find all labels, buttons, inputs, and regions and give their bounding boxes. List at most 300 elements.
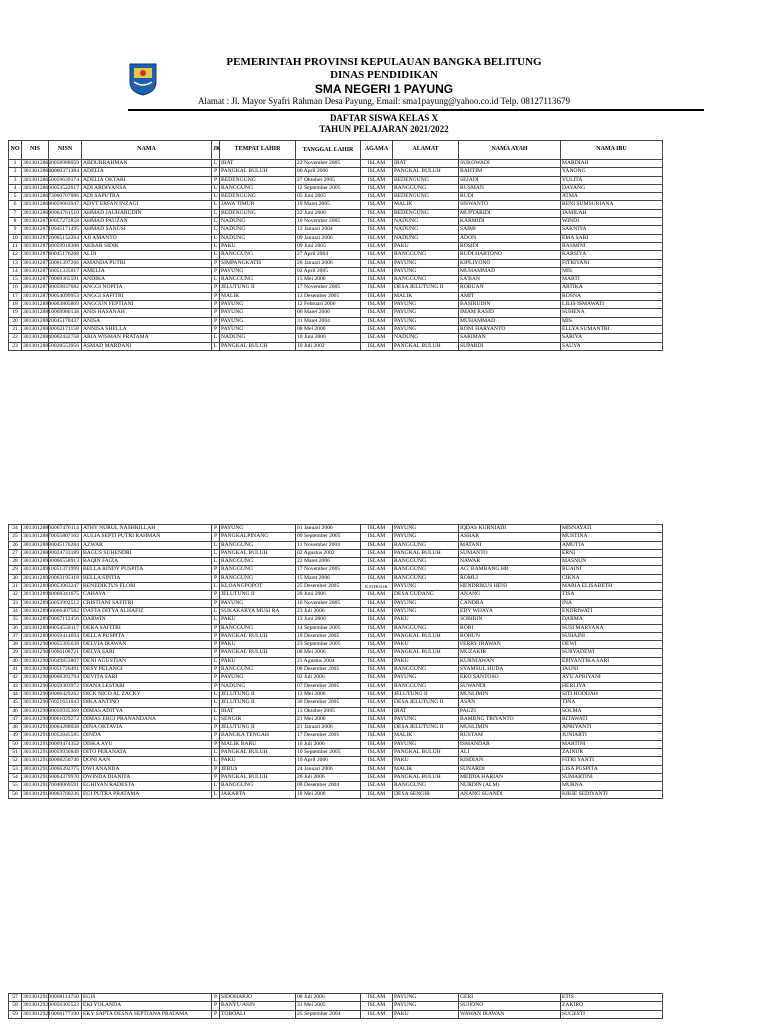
table-cell: 0069365591 xyxy=(49,276,82,284)
table-cell: ISLAM xyxy=(361,690,393,698)
table-row xyxy=(9,690,663,698)
table-cell: BAHTIM xyxy=(459,168,561,176)
table-cell: L xyxy=(212,782,220,790)
table-cell: 3013012898 xyxy=(23,624,51,631)
table-cell: 17 November 2005 xyxy=(296,566,361,574)
table-cell: PAYUNG xyxy=(220,267,296,275)
table-cell: 0060371384 xyxy=(49,168,82,176)
table-cell: 4 xyxy=(9,184,22,192)
table-row xyxy=(9,342,663,350)
table-cell: 2 xyxy=(9,168,22,176)
column-header: NAMA IBU xyxy=(561,141,663,160)
table-cell: P xyxy=(212,732,220,740)
table-cell: DWI ANANDA xyxy=(82,765,212,773)
table-cell: 08 Desember 2005 xyxy=(296,666,361,674)
table-row xyxy=(9,259,663,267)
table-cell: 44 xyxy=(9,690,22,698)
table-cell: ISLAM xyxy=(361,251,393,259)
table-cell: ISLAM xyxy=(361,276,393,284)
table-cell: PANGKAL BULUH xyxy=(393,632,459,640)
table-cell: 0059936849 xyxy=(49,749,82,757)
table-cell: ROBI xyxy=(459,624,561,632)
table-cell: 0064761510 xyxy=(49,209,82,217)
table-row xyxy=(9,649,663,657)
table-cell: ISMANDAR xyxy=(459,740,561,748)
table-row xyxy=(9,740,663,748)
table-cell: DIMAS ADITYA xyxy=(82,707,212,715)
table-cell: L xyxy=(212,541,220,549)
table-cell: 06 Maret 2006 xyxy=(296,309,361,317)
table-cell: ARIA WISMAN PRATAMA xyxy=(82,334,212,342)
table-cell: 3013012896 xyxy=(23,607,51,614)
table-cell: 34 xyxy=(9,607,22,615)
table-cell: MUHAMMAD xyxy=(459,317,561,325)
table-cell: RANGGUNG xyxy=(393,782,459,790)
table-cell: P xyxy=(212,624,220,632)
table-cell: 25 September 2004 xyxy=(296,1010,361,1018)
table-cell: ISLAM xyxy=(361,724,393,732)
table-cell: 13 Januari 2004 xyxy=(296,226,361,234)
table-cell: 13 Oktober 2005 xyxy=(296,707,361,715)
table-cell: 21 xyxy=(9,325,22,333)
table-cell: FITRI YANTI xyxy=(561,757,663,765)
table-cell: 13 Mei 2006 xyxy=(296,690,361,698)
table-cell: BEDENGUNG xyxy=(220,176,296,184)
table-cell: ISLAM xyxy=(361,749,393,757)
table-cell: 0061029272 xyxy=(49,715,82,723)
table-cell: IRAT xyxy=(393,707,459,715)
table-cell: ISLAM xyxy=(361,732,393,740)
table-cell: PANGKAL BULUH xyxy=(393,649,459,657)
table-cell: AJI AMANTO xyxy=(82,234,212,242)
table-cell: SUKOWADI xyxy=(459,160,561,168)
table-row xyxy=(9,707,663,715)
table-row xyxy=(9,749,663,757)
table-row xyxy=(9,276,663,284)
table-cell: 58 xyxy=(9,1002,22,1010)
table-cell: 0053963247 xyxy=(49,583,82,591)
table-cell: PAKU xyxy=(393,616,459,624)
table-row xyxy=(9,782,663,790)
table-row xyxy=(9,1010,663,1018)
table-cell: DARWIN xyxy=(82,616,212,624)
table-cell: AYU APRIYANI xyxy=(561,674,663,682)
table-cell: PANGKAL BULUH xyxy=(220,632,296,640)
table-cell: ISLAM xyxy=(361,674,393,682)
table-cell: 3013012918 xyxy=(23,790,51,797)
table-cell: BANGKA TENGAH xyxy=(220,732,296,740)
table-cell: 3013012863 xyxy=(23,160,51,166)
table-cell: 06 April 2006 xyxy=(296,168,361,176)
table-cell: ISLAM xyxy=(361,699,393,707)
table-cell: ISLAM xyxy=(361,226,393,234)
table-row xyxy=(9,209,663,217)
table-cell: EKI YOLANDA xyxy=(82,1002,212,1010)
table-cell: P xyxy=(212,994,220,1002)
table-cell: 0059837682 xyxy=(49,284,82,292)
table-cell: DARMA xyxy=(561,616,663,624)
table-cell: SUGESTI xyxy=(561,1010,663,1018)
table-cell: 3013012899 xyxy=(23,632,51,639)
table-cell: INA xyxy=(561,599,663,607)
table-cell: 0055395638 xyxy=(49,641,82,649)
table-cell: 3013012876 xyxy=(23,267,51,274)
table-cell: MUZAKIR xyxy=(459,649,561,657)
table-cell: MALIK xyxy=(393,765,459,773)
table-cell: ROSNA xyxy=(561,292,663,300)
table-cell: SENGIR xyxy=(220,715,296,723)
table-cell: 26 Juli 2006 xyxy=(296,773,361,781)
table-cell: PANGKAL BULUH xyxy=(220,549,296,557)
table-row xyxy=(9,724,663,732)
table-cell: SUNARDI xyxy=(459,765,561,773)
table-cell: ISLAM xyxy=(361,284,393,292)
table-cell: 3013012906 xyxy=(23,690,51,697)
table-cell: PAYUNG xyxy=(393,317,459,325)
table-cell: 3013012901 xyxy=(23,649,51,656)
table-cell: MUHAMMAD xyxy=(459,267,561,275)
table-cell: 28 xyxy=(9,558,22,566)
table-cell: RANGGUNG xyxy=(220,541,296,549)
table-cell: 11 xyxy=(9,242,22,250)
table-cell: CANDRA xyxy=(459,599,561,607)
table-cell: ASAN xyxy=(459,699,561,707)
table-cell: PAYUNG xyxy=(393,301,459,309)
table-cell: SUJIONO xyxy=(459,1002,561,1010)
table-cell: ANDIKA xyxy=(82,276,212,284)
table-cell: 3013012866 xyxy=(23,184,51,191)
table-cell: RANGGUNG xyxy=(393,541,459,549)
table-cell: 30 xyxy=(9,574,22,582)
table-cell: 47 xyxy=(9,715,22,723)
table-row xyxy=(9,566,663,574)
table-cell: RUDI HARTONO xyxy=(459,251,561,259)
table-cell: L xyxy=(212,184,220,192)
student-table-page-2 xyxy=(8,524,663,799)
table-row xyxy=(9,641,663,649)
table-row xyxy=(9,773,663,781)
table-row xyxy=(9,168,663,176)
table-cell: BEDENGUNG xyxy=(220,209,296,217)
table-cell: 46 xyxy=(9,707,22,715)
table-cell: ISLAM xyxy=(361,201,393,209)
table-cell: 3013012900 xyxy=(23,641,51,648)
table-row xyxy=(9,757,663,765)
table-cell: ISLAM xyxy=(361,574,393,582)
table-cell: L xyxy=(212,549,220,557)
table-cell: 3013012917 xyxy=(23,782,51,789)
table-cell: IRAT xyxy=(220,707,296,715)
table-cell: 08 Mei 2006 xyxy=(296,325,361,333)
table-cell: JELUTUNG II xyxy=(220,591,296,599)
table-cell: 0067476114 xyxy=(49,525,82,533)
table-cell: 18 xyxy=(9,301,22,309)
table-cell: 3013012868 xyxy=(23,201,51,208)
table-cell: PAYUNG xyxy=(393,267,459,275)
table-cell: 0054558117 xyxy=(49,624,82,632)
table-cell: 10 Juni 2006 xyxy=(296,334,361,342)
table-cell: 01 Januari 2006 xyxy=(296,525,361,533)
table-cell: RENI SUMSURIANA xyxy=(561,201,663,209)
table-cell: 0059639174 xyxy=(49,176,82,184)
table-cell: 36 xyxy=(9,624,22,632)
table-cell: ISLAM xyxy=(361,994,393,1002)
table-cell: JELUTUNG II xyxy=(220,284,296,292)
table-cell: SUHAINI xyxy=(561,632,663,640)
table-cell: 3013012873 xyxy=(23,242,51,249)
table-cell: 3013012904 xyxy=(23,674,51,681)
table-cell: ANNISA SHELLA xyxy=(82,325,212,333)
table-cell: PAYUNG xyxy=(220,525,296,533)
table-cell: P xyxy=(212,740,220,748)
table-cell: DISKA AYU xyxy=(82,740,212,748)
table-cell: 3013012880 xyxy=(23,301,51,308)
table-cell: FITRIYANI xyxy=(561,259,663,267)
table-row xyxy=(9,184,663,192)
table-cell: 3013012919 xyxy=(23,994,51,1000)
table-cell: RANGGUNG xyxy=(220,558,296,566)
table-cell: RONI HARYANTO xyxy=(459,325,561,333)
table-cell: 3013012875 xyxy=(23,259,51,266)
table-cell: 13 Desember 2005 xyxy=(296,292,361,300)
table-cell: ISLAM xyxy=(361,591,393,599)
table-cell: 33 xyxy=(9,599,22,607)
table-cell: RANGGUNG xyxy=(393,184,459,192)
table-cell: ISLAM xyxy=(361,707,393,715)
table-cell: 8 xyxy=(9,218,22,226)
table-cell: PAKU xyxy=(393,657,459,665)
table-cell: 3013012878 xyxy=(23,284,51,291)
table-cell: JELUTUNG II xyxy=(220,724,296,732)
table-cell: P xyxy=(212,301,220,309)
table-cell: ISLAM xyxy=(361,765,393,773)
table-cell: PAKU xyxy=(220,242,296,250)
table-cell: AHMAD SANUSI xyxy=(82,226,212,234)
table-cell: 3013012864 xyxy=(23,168,51,175)
table-cell: MALIK xyxy=(393,201,459,209)
table-cell: 0059414694 xyxy=(49,632,82,640)
table-cell: ISLAM xyxy=(361,176,393,184)
table-cell: 42 xyxy=(9,674,22,682)
table-cell: 0054099953 xyxy=(49,292,82,300)
table-cell: RANGGUNG xyxy=(220,782,296,790)
table-cell: ANGGI NOPITA xyxy=(82,284,212,292)
table-cell: ISLAM xyxy=(361,641,393,649)
table-cell: MISNAYATI xyxy=(561,525,663,533)
table-cell: 0063195118 xyxy=(49,574,82,582)
table-header-row xyxy=(9,141,663,160)
school-address: Alamat : Jl. Mayor Syafri Rahman Desa Payung, Email: sma1payung@yahoo.co.id Telp. 08127113679 xyxy=(197,96,571,106)
table-cell: L xyxy=(212,699,220,707)
table-cell: ISLAM xyxy=(361,309,393,317)
table-cell: 3013012870 xyxy=(23,218,51,225)
table-cell: KIPLIYONO xyxy=(459,259,561,267)
table-cell: 14 September 2005 xyxy=(296,624,361,632)
table-cell: RANGGUNG xyxy=(220,251,296,259)
table-cell: 0062432758 xyxy=(49,334,82,342)
table-cell: EGIS xyxy=(82,994,212,1002)
table-cell: 3013012882 xyxy=(23,317,51,324)
table-cell: 13 xyxy=(9,259,22,267)
table-cell: DAFFA DITYA ALHAFIZ xyxy=(82,607,212,615)
table-row xyxy=(9,160,663,168)
table-cell: 12 Februari 2006 xyxy=(296,301,361,309)
table-cell: NADUNG xyxy=(393,234,459,242)
table-cell: PANGKAL BULUH xyxy=(220,168,296,176)
table-row xyxy=(9,234,663,242)
table-cell: PAYUNG xyxy=(393,259,459,267)
table-cell: NURDIN (ALM) xyxy=(459,782,561,790)
table-row xyxy=(9,1002,663,1010)
table-row xyxy=(9,994,663,1002)
table-cell: ISLAM xyxy=(361,649,393,657)
table-cell: MASNUN xyxy=(561,558,663,566)
table-row xyxy=(9,176,663,184)
table-row xyxy=(9,201,663,209)
table-cell: PAYUNG xyxy=(393,599,459,607)
table-cell: PAKU xyxy=(393,757,459,765)
table-cell: 38 xyxy=(9,641,22,649)
table-cell: PAYUNG xyxy=(393,533,459,541)
table-cell: P xyxy=(212,574,220,582)
table-cell: DINA OKTAVIA xyxy=(82,724,212,732)
table-cell: KARMIDI xyxy=(459,218,561,226)
table-cell: DESA JELUTUNG II xyxy=(393,699,459,707)
table-cell: 3013012907 xyxy=(23,699,51,706)
table-cell: ADON xyxy=(459,234,561,242)
table-cell: 0051631043 xyxy=(49,699,82,707)
table-cell: 02 April 2005 xyxy=(296,267,361,275)
table-cell: PAYUNG xyxy=(393,674,459,682)
table-row xyxy=(9,541,663,549)
table-cell: PAYUNG xyxy=(220,599,296,607)
column-header: TEMPAT LAHIR xyxy=(220,141,296,160)
table-cell: ISLAM xyxy=(361,632,393,640)
table-cell: 0051371999 xyxy=(49,566,82,574)
table-cell: L xyxy=(212,201,220,209)
table-cell: CAHAYA xyxy=(82,591,212,599)
table-cell: PANGKAL BULUH xyxy=(393,773,459,781)
table-row xyxy=(9,666,663,674)
table-cell: 10 November 2005 xyxy=(296,218,361,226)
table-cell: 0051335017 xyxy=(49,267,82,275)
table-cell: GERI xyxy=(459,994,561,1002)
table-cell: WINDI xyxy=(561,218,663,226)
table-cell: RASMINI xyxy=(561,242,663,250)
school-name: SMA NEGERI 1 PAYUNG xyxy=(314,82,454,96)
table-cell: 51 xyxy=(9,749,22,757)
table-cell: P xyxy=(212,533,220,541)
table-cell: 08 Desember 2004 xyxy=(296,782,361,790)
table-cell: ISLAM xyxy=(361,790,393,798)
table-cell: ANANG xyxy=(459,591,561,599)
table-cell: 32 xyxy=(9,591,22,599)
table-cell: BEDENGUNG xyxy=(393,193,459,201)
table-cell: DITO PERANATA xyxy=(82,749,212,757)
table-cell: 29 xyxy=(9,566,22,574)
table-cell: MIS xyxy=(561,317,663,325)
table-cell: ATHY NURUL NASHRILLAH xyxy=(82,525,212,533)
table-cell: ANIS HASANAH xyxy=(82,309,212,317)
table-cell: SITI HODIJAH xyxy=(561,690,663,698)
table-cell: ANGGI SAFITRI xyxy=(82,292,212,300)
table-cell: 3013012894 xyxy=(23,591,51,598)
table-cell: NADUNG xyxy=(393,334,459,342)
table-cell: AZWAR xyxy=(82,541,212,549)
table-cell: P xyxy=(212,599,220,607)
table-cell: PAYUNG xyxy=(220,317,296,325)
table-cell: P xyxy=(212,309,220,317)
table-cell: ABDURRAHMAN xyxy=(82,160,212,168)
table-cell: SAKNIYA xyxy=(561,226,663,234)
table-cell: EKY SAPTA DESNA SEPTIANA PRATAMA xyxy=(82,1010,212,1018)
table-cell: DINDA xyxy=(82,732,212,740)
table-cell: TOBOALI xyxy=(220,1010,296,1018)
table-cell: ADI SAPUTRA xyxy=(82,193,212,201)
table-cell: AMIT xyxy=(459,292,561,300)
table-cell: P xyxy=(212,641,220,649)
table-cell: PAKU xyxy=(220,657,296,665)
table-cell: L xyxy=(212,234,220,242)
table-cell: 3013012905 xyxy=(23,682,51,689)
table-cell: ISLAM xyxy=(361,599,393,607)
table-cell: 08 Juli 2006 xyxy=(296,994,361,1002)
table-cell: 0055807162 xyxy=(49,533,82,541)
table-cell: SUHENA xyxy=(561,309,663,317)
table-row xyxy=(9,699,663,707)
table-cell: 07 Desember 2005 xyxy=(296,682,361,690)
table-cell: ROBUAN xyxy=(459,284,561,292)
table-cell: DAYANG xyxy=(561,184,663,192)
table-cell: ANANG SUANDI xyxy=(459,790,561,798)
table-cell: 49 xyxy=(9,732,22,740)
table-cell: P xyxy=(212,566,220,574)
table-cell: ISLAM xyxy=(361,782,393,790)
table-cell: ASMAD MARDANI xyxy=(82,342,212,350)
table-cell: 3013012891 xyxy=(23,566,51,573)
table-cell: 3013012908 xyxy=(23,707,51,714)
table-cell: L xyxy=(212,616,220,624)
column-header: NAMA AYAH xyxy=(459,141,561,160)
table-cell: SISWANTO xyxy=(459,201,561,209)
table-cell: P xyxy=(212,259,220,267)
table-cell: 0066392775 xyxy=(49,765,82,773)
table-cell: 37 xyxy=(9,632,22,640)
table-row xyxy=(9,226,663,234)
table-cell: ISLAM xyxy=(361,715,393,723)
table-cell: 52 xyxy=(9,757,22,765)
table-cell: SUMARTINI xyxy=(561,773,663,781)
table-cell: MARDIAH xyxy=(561,160,663,168)
table-cell: RITAWATI xyxy=(561,715,663,723)
table-row xyxy=(9,301,663,309)
table-cell: MALIK xyxy=(393,292,459,300)
table-cell: AHMAD PAUZAN xyxy=(82,218,212,226)
table-cell: RANGGUNG xyxy=(220,574,296,582)
table-cell: RANGGUNG xyxy=(393,566,459,574)
table-cell: EGI PUTRA PRATAMA xyxy=(82,790,212,798)
table-cell: ISLAM xyxy=(361,209,393,217)
table-cell: ISLAM xyxy=(361,757,393,765)
table-cell: BEDENGUNG xyxy=(393,176,459,184)
table-cell: 3013012909 xyxy=(23,715,51,722)
table-cell: 3013012916 xyxy=(23,773,51,780)
table-cell: L xyxy=(212,707,220,715)
table-cell: DESY PELANGI xyxy=(82,666,212,674)
table-cell: 0045176268 xyxy=(49,251,82,259)
table-row xyxy=(9,765,663,773)
table-cell: 3013012892 xyxy=(23,574,51,581)
